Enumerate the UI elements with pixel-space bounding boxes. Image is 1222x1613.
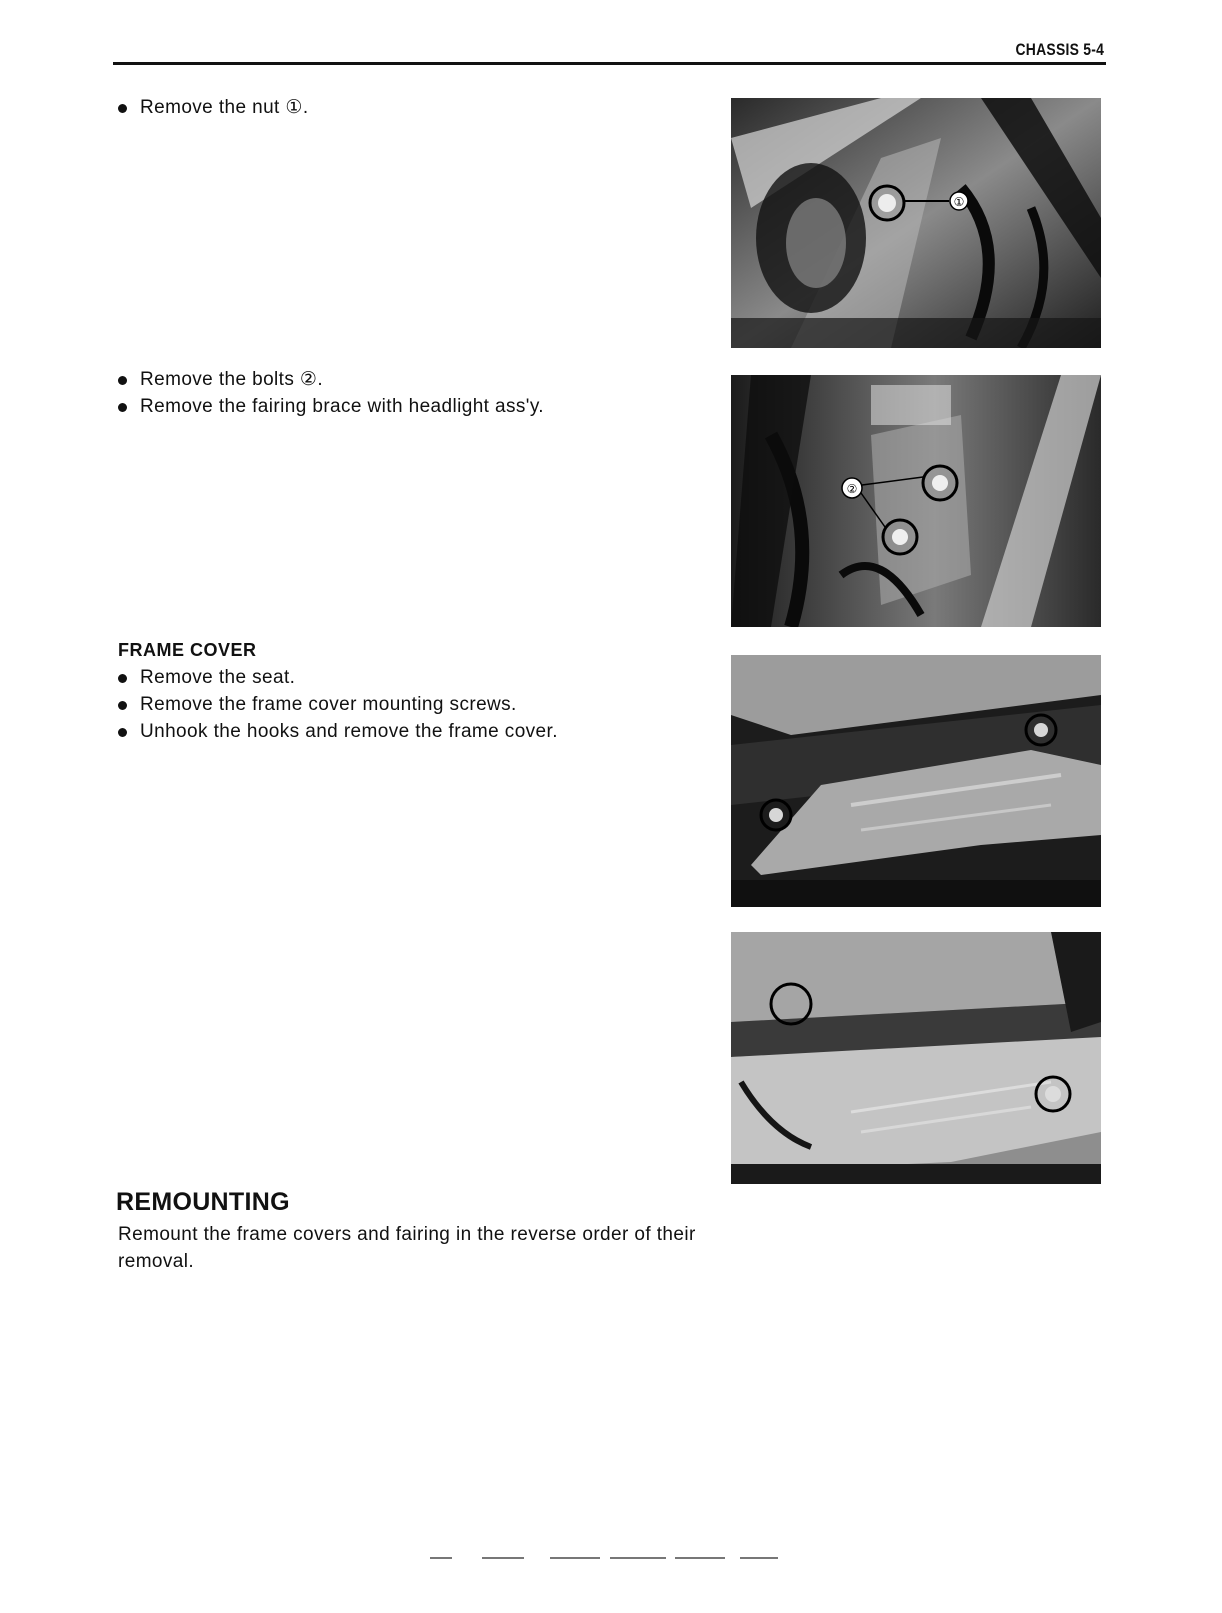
list-item <box>118 94 718 121</box>
bullet-icon <box>118 728 127 737</box>
photo-bolts-image <box>731 375 1101 627</box>
photo-bolts-callout: ② <box>846 482 858 496</box>
photo-nut <box>731 98 1101 348</box>
bullet-icon <box>118 701 127 710</box>
step-text: Remove the nut ①. <box>140 97 309 118</box>
bolts-step-list <box>118 366 718 420</box>
list-item <box>118 691 718 718</box>
list-item <box>118 366 718 393</box>
step-text: Remove the frame cover mounting screws. <box>140 694 517 715</box>
frame-cover-heading: FRAME COVER <box>118 640 257 660</box>
photo-frame-cover-screws-image <box>731 655 1101 907</box>
bullet-icon <box>118 104 127 113</box>
frame-cover-step-list <box>118 664 718 745</box>
remounting-text: Remount the frame covers and fairing in the reverse order of their removal. <box>118 1224 696 1272</box>
footer-scan-marks <box>430 1557 790 1561</box>
photo-frame-cover-hooks <box>731 932 1101 1184</box>
step-text: Remove the seat. <box>140 667 296 688</box>
list-item <box>118 718 718 745</box>
bullet-icon <box>118 403 127 412</box>
page-header-title: CHASSIS 5-4 <box>1015 40 1104 59</box>
list-item <box>118 664 718 691</box>
step-text: Remove the bolts ②. <box>140 369 324 390</box>
remounting-heading: REMOUNTING <box>116 1188 290 1216</box>
step-text: Unhook the hooks and remove the frame cover. <box>140 721 558 742</box>
photo-nut-callout: ① <box>953 195 965 209</box>
photo-frame-cover-screws <box>731 655 1101 907</box>
photo-nut-image <box>731 98 1101 348</box>
header-rule <box>113 62 1106 65</box>
bullet-icon <box>118 674 127 683</box>
photo-frame-cover-hooks-image <box>731 932 1101 1184</box>
photo-bolts <box>731 375 1101 627</box>
bullet-icon <box>118 376 127 385</box>
list-item <box>118 393 718 420</box>
nut-step-list <box>118 94 718 121</box>
step-text: Remove the fairing brace with headlight ass'y. <box>140 396 544 417</box>
